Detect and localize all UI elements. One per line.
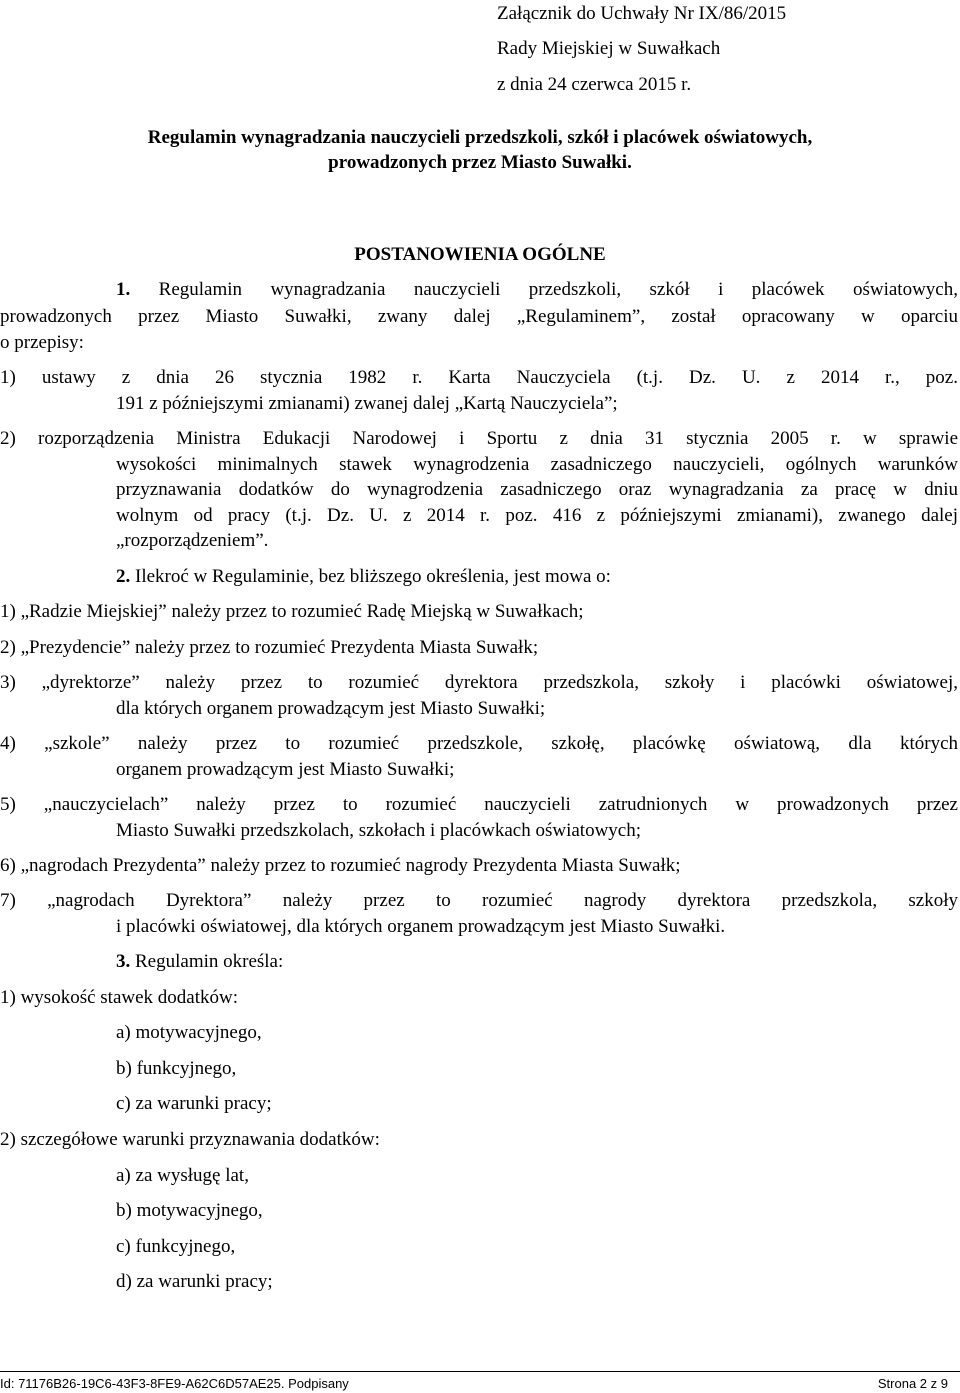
par3-item2-b: b) motywacyjnego,: [116, 1200, 263, 1221]
footer-document-id: Id: 71176B26-19C6-43F3-8FE9-A62C6D57AE25. Podpisany: [0, 1376, 349, 1391]
par3-item1-a: a) motywacyjnego,: [116, 1022, 262, 1043]
par3-item2-d: d) za warunki pracy;: [116, 1271, 273, 1292]
par3-item1: 1) wysokość stawek dodatków:: [0, 987, 238, 1008]
par2-number: 2.: [116, 566, 131, 587]
par1-item1-line2: 191 z późniejszymi zmianami) zwanej dalej „Kartą Nauczyciela”;: [116, 393, 618, 414]
par3-item2-a: a) za wysługę lat,: [116, 1165, 249, 1186]
par2-item7-line1: 7) „nagrodach Dyrektora” należy przez to rozumieć nagrody dyrektora przedszkola, szkoły: [0, 890, 958, 911]
par1-item2-line2: wysokości minimalnych stawek wynagrodzenia zasadniczego nauczycieli, ogólnych warunków: [116, 454, 958, 475]
par3-item2: 2) szczegółowe warunki przyznawania dodatków:: [0, 1129, 380, 1150]
par2-item2: 2) „Prezydencie” należy przez to rozumieć Prezydenta Miasta Suwałk;: [0, 637, 539, 658]
par2-item4-line2: organem prowadzącym jest Miasto Suwałki;: [116, 759, 455, 780]
par2-item3-line1: 3) „dyrektorze” należy przez to rozumieć dyrektora przedszkola, szkoły i placówki oświatowej,: [0, 672, 958, 693]
section-heading: POSTANOWIENIA OGÓLNE: [354, 244, 606, 265]
par3-intro: 3. Regulamin określa:: [116, 951, 284, 972]
par1-item2-line5: „rozporządzeniem”.: [116, 530, 269, 551]
par3-item2-c: c) funkcyjnego,: [116, 1236, 236, 1257]
par3-number: 3.: [116, 951, 131, 972]
par1-item2-line4: wolnym od pracy (t.j. Dz. U. z 2014 r. poz. 416 z późniejszymi zmianami), zwanego dalej: [116, 505, 958, 526]
footer-divider: [0, 1371, 960, 1372]
par2-item1: 1) „Radzie Miejskiej” należy przez to rozumieć Radę Miejską w Suwałkach;: [0, 601, 584, 622]
header-date-line: z dnia 24 czerwca 2015 r.: [497, 74, 692, 95]
par1-item2-line3: przyznawania dodatków do wynagrodzenia zasadniczego oraz wynagradzania za pracę w dniu: [116, 479, 958, 500]
par2-item7-line2: i placówki oświatowej, dla których organem prowadzącym jest Miasto Suwałki.: [116, 916, 726, 937]
par2-item5-line2: Miasto Suwałki przedszkolach, szkołach i placówkach oświatowych;: [116, 820, 641, 841]
par1-line2: prowadzonych przez Miasto Suwałki, zwany dalej „Regulaminem”, został opracowany w oparciu: [0, 306, 958, 327]
par2-intro: 2. Ilekroć w Regulaminie, bez bliższego określenia, jest mowa o:: [116, 566, 611, 587]
par1-item1-line1: 1) ustawy z dnia 26 stycznia 1982 r. Karta Nauczyciela (t.j. Dz. U. z 2014 r., poz.: [0, 367, 958, 388]
par1-line1: 1. Regulamin wynagradzania nauczycieli przedszkoli, szkół i placówek oświatowych,: [116, 279, 958, 300]
par1-line3: o przepisy:: [0, 332, 84, 353]
par2-item6: 6) „nagrodach Prezydenta” należy przez to rozumieć nagrody Prezydenta Miasta Suwałk;: [0, 855, 681, 876]
header-attachment-line: Załącznik do Uchwały Nr IX/86/2015: [497, 3, 787, 24]
header-council-line: Rady Miejskiej w Suwałkach: [497, 38, 721, 59]
par2-item5-line1: 5) „nauczycielach” należy przez to rozumieć nauczycieli zatrudnionych w prowadzonych przez: [0, 794, 958, 815]
document-title-line2: prowadzonych przez Miasto Suwałki.: [328, 152, 632, 173]
par2-item4-line1: 4) „szkole” należy przez to rozumieć przedszkole, szkołę, placówkę oświatową, dla których: [0, 733, 958, 754]
par3-item1-b: b) funkcyjnego,: [116, 1058, 237, 1079]
par1-number: 1.: [116, 279, 131, 300]
par2-item3-line2: dla których organem prowadzącym jest Miasto Suwałki;: [116, 698, 546, 719]
par1-item2-line1: 2) rozporządzenia Ministra Edukacji Narodowej i Sportu z dnia 31 stycznia 2005 r. w sprawie: [0, 428, 958, 449]
footer-page-number: Strona 2 z 9: [877, 1376, 948, 1391]
par3-item1-c: c) za warunki pracy;: [116, 1093, 272, 1114]
document-title-line1: Regulamin wynagradzania nauczycieli przedszkoli, szkół i placówek oświatowych,: [147, 127, 813, 148]
